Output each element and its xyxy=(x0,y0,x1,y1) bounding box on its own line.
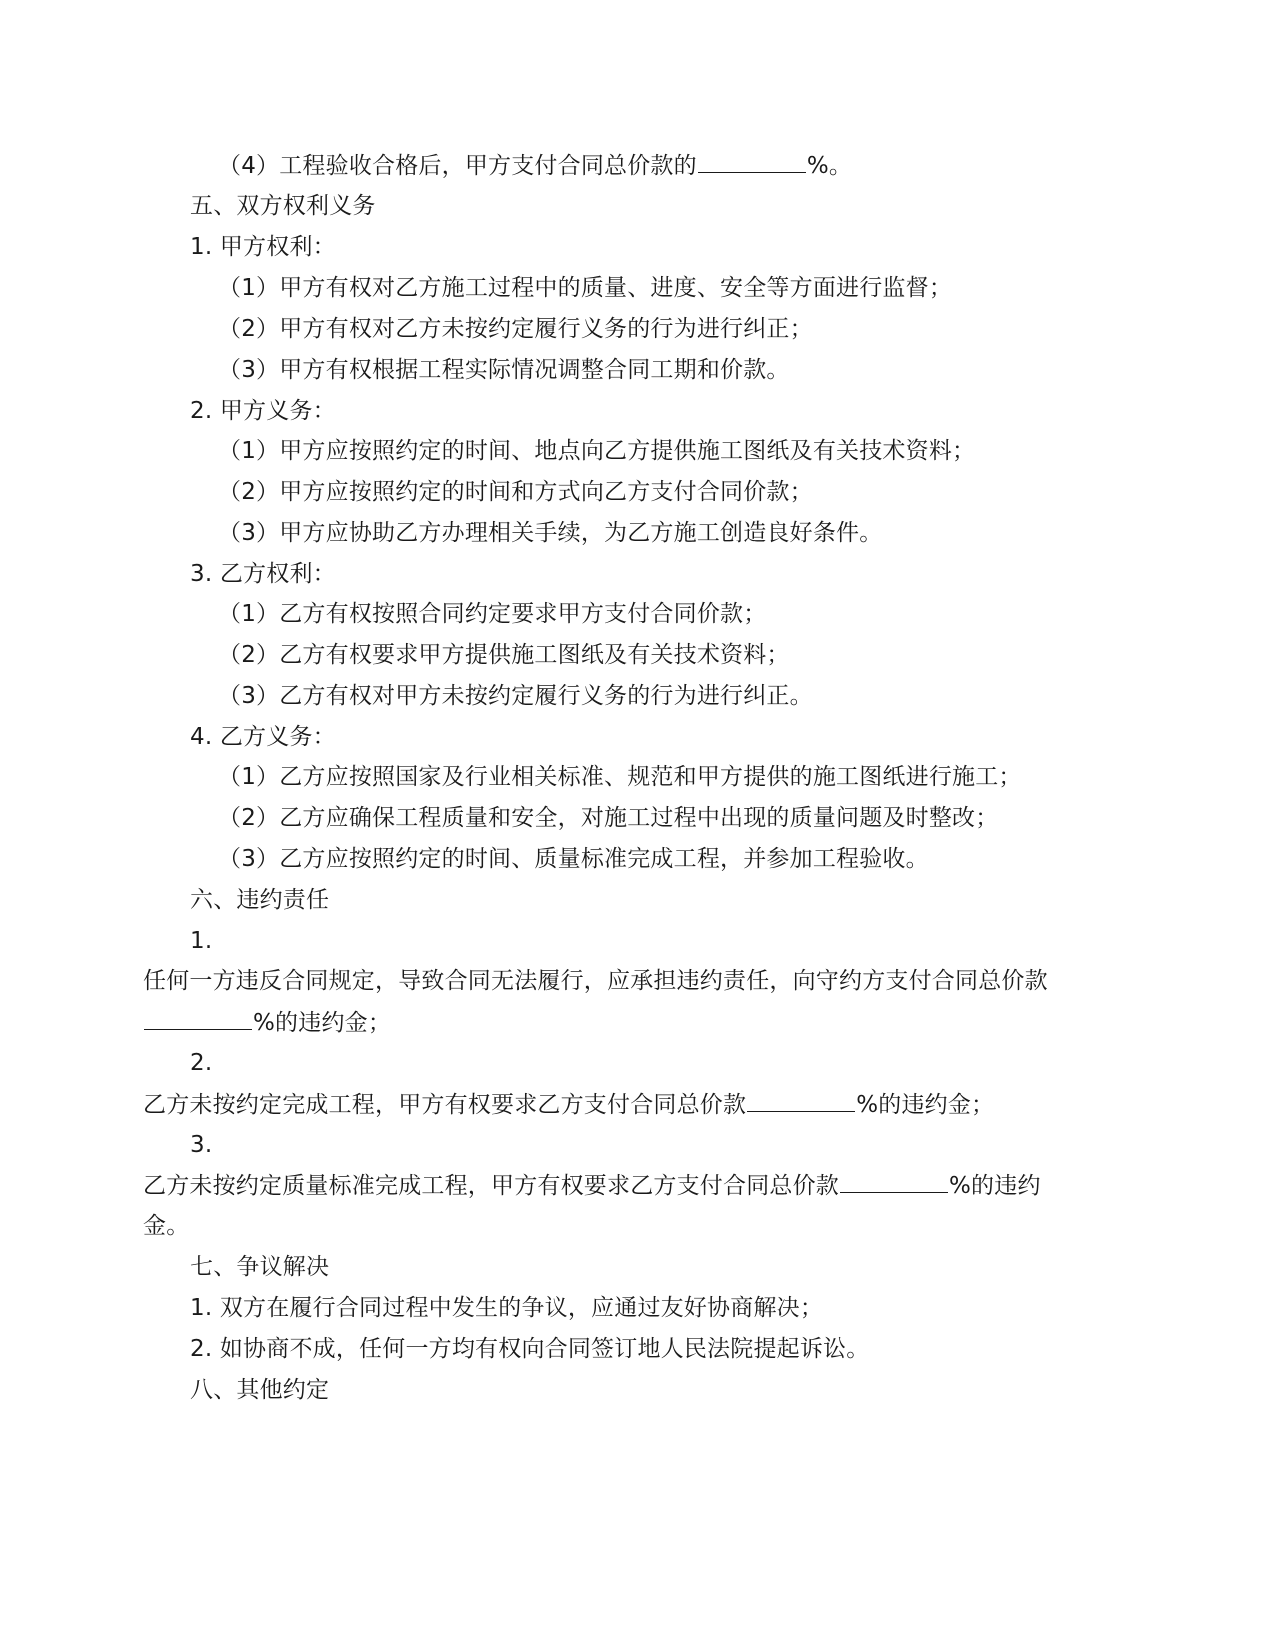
clause-body-continued xyxy=(143,1007,391,1038)
clause-item: （1）乙方有权按照合同约定要求甲方支付合同价款； xyxy=(218,601,767,627)
clause-item: （3）乙方应按照约定的时间、质量标准完成工程，并参加工程验收。 xyxy=(218,846,929,872)
clause-item: （3）甲方应协助乙方办理相关手续，为乙方施工创造良好条件。 xyxy=(218,520,883,546)
clause-item: （1）甲方应按照约定的时间、地点向乙方提供施工图纸及有关技术资料； xyxy=(218,438,976,464)
clause-text: 乙方未按约定质量标准完成工程，甲方有权要求乙方支付合同总价款 xyxy=(143,1173,839,1199)
clause-text: （4）工程验收合格后，甲方支付合同总价款的 xyxy=(218,153,697,179)
clause-body: 任何一方违反合同规定，导致合同无法履行，应承担违约责任，向守约方支付合同总价款 xyxy=(143,968,1048,994)
clause-item: （3）乙方有权对甲方未按约定履行义务的行为进行纠正。 xyxy=(218,683,813,709)
fill-in-blank xyxy=(144,1007,252,1030)
fill-in-blank xyxy=(698,150,806,173)
clause-item: （1）甲方有权对乙方施工过程中的质量、进度、安全等方面进行监督； xyxy=(218,275,953,301)
section-heading-7: 七、争议解决 xyxy=(190,1254,330,1280)
section-heading-8: 八、其他约定 xyxy=(190,1377,330,1403)
section-heading-6: 六、违约责任 xyxy=(190,887,330,913)
item-number: 2. xyxy=(190,1050,213,1076)
fill-in-blank xyxy=(747,1089,855,1112)
clause-body-continued: 金。 xyxy=(143,1213,190,1239)
clause-body xyxy=(143,1170,1041,1201)
clause-item: （2）乙方有权要求甲方提供施工图纸及有关技术资料； xyxy=(218,642,790,668)
clause-text: 乙方未按约定完成工程，甲方有权要求乙方支付合同总价款 xyxy=(143,1092,747,1118)
clause-body xyxy=(143,1089,994,1120)
clause-text-suffix: %的违约金； xyxy=(253,1010,392,1036)
subheading-party-b-duties: 4. 乙方义务： xyxy=(190,724,336,750)
clause-4-4 xyxy=(218,150,852,181)
item-number: 1. xyxy=(190,928,213,954)
fill-in-blank xyxy=(840,1170,948,1193)
clause-item: （2）乙方应确保工程质量和安全，对施工过程中出现的质量问题及时整改； xyxy=(218,805,999,831)
clause-text-suffix: %的违约 xyxy=(949,1173,1041,1199)
subheading-party-a-duties: 2. 甲方义务： xyxy=(190,398,336,424)
clause-item: （2）甲方应按照约定的时间和方式向乙方支付合同价款； xyxy=(218,479,813,505)
clause-text-suffix: %的违约金； xyxy=(856,1092,995,1118)
subheading-party-a-rights: 1. 甲方权利： xyxy=(190,234,336,260)
clause-item: 2. 如协商不成，任何一方均有权向合同签订地人民法院提起诉讼。 xyxy=(190,1336,870,1362)
clause-item: （3）甲方有权根据工程实际情况调整合同工期和价款。 xyxy=(218,357,790,383)
clause-item: （1）乙方应按照国家及行业相关标准、规范和甲方提供的施工图纸进行施工； xyxy=(218,764,1022,790)
item-number: 3. xyxy=(190,1132,213,1158)
subheading-party-b-rights: 3. 乙方权利： xyxy=(190,561,336,587)
section-heading-5: 五、双方权利义务 xyxy=(190,193,376,219)
clause-text-suffix: %。 xyxy=(806,153,853,179)
clause-item: （2）甲方有权对乙方未按约定履行义务的行为进行纠正； xyxy=(218,316,813,342)
clause-item: 1. 双方在履行合同过程中发生的争议，应通过友好协商解决； xyxy=(190,1295,824,1321)
